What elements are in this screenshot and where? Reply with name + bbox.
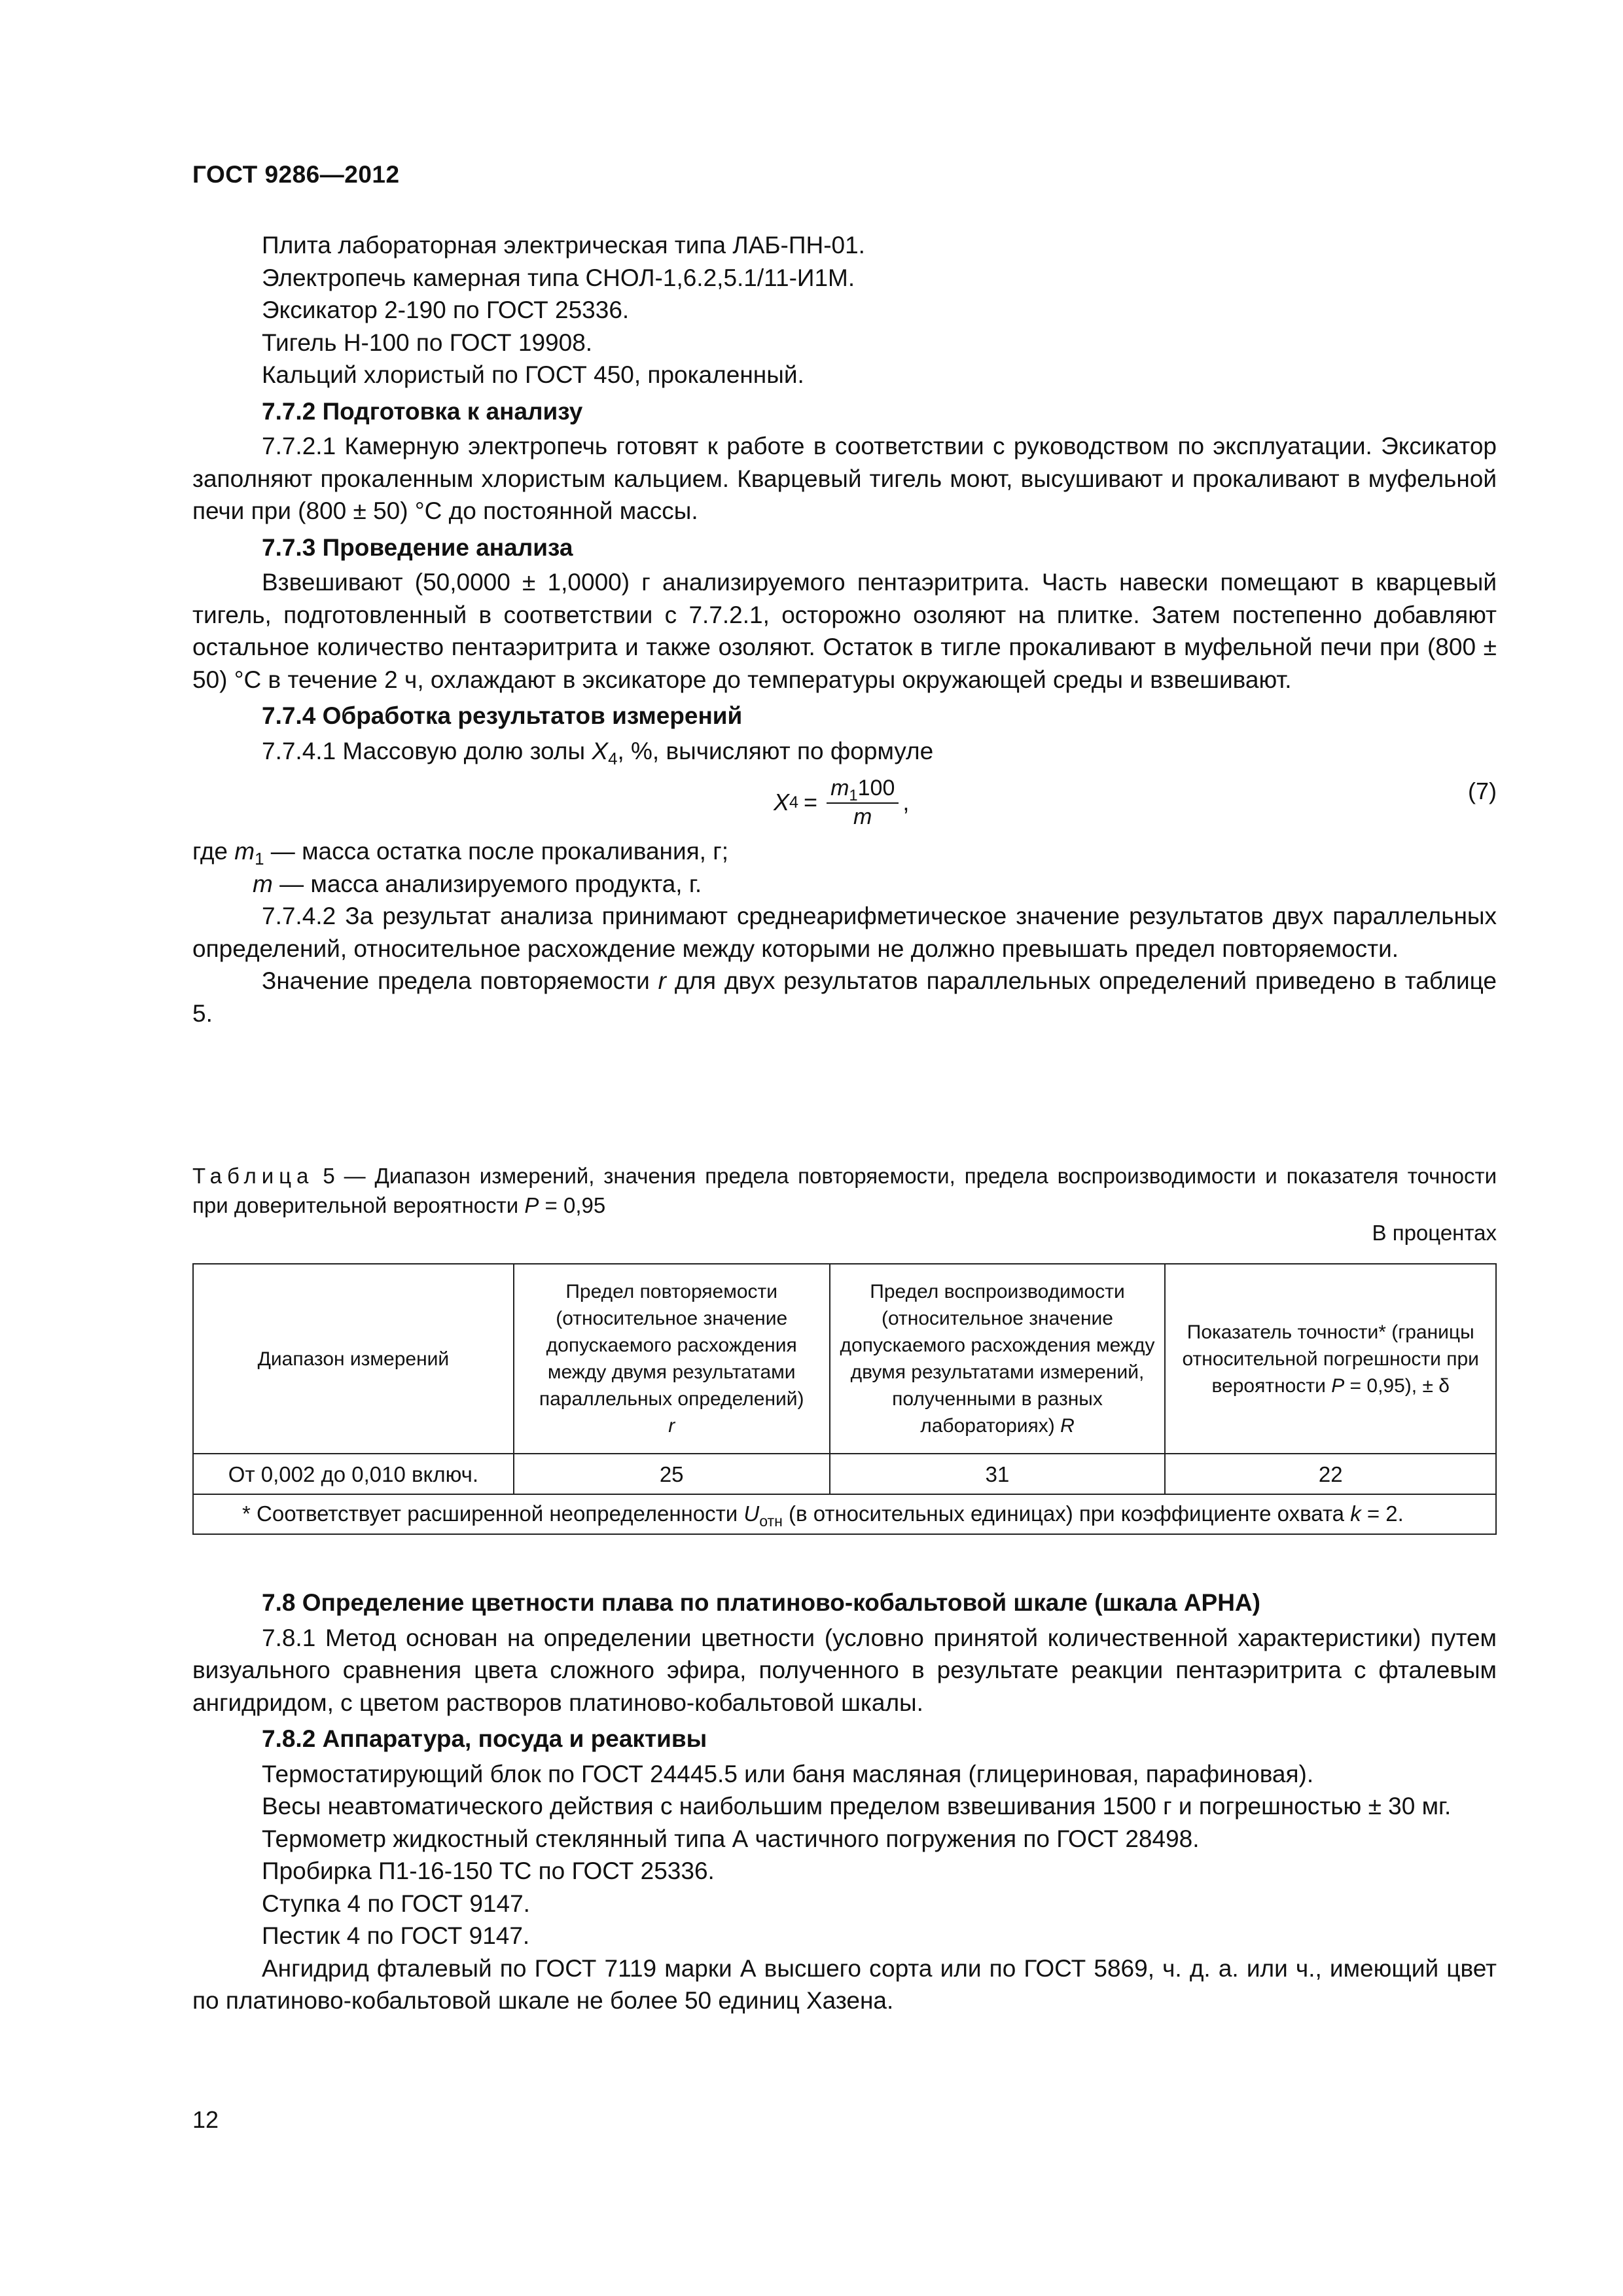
cell-R: 31	[830, 1454, 1166, 1494]
where-m1: где $m_1$ — масса остатка после прокаливания, г;	[192, 838, 729, 869]
heading-7-7-3: 7.7.3 Проведение анализа	[262, 533, 573, 561]
col-header-repeatability: Предел повторяемости (относительное значение допускаемого расхождения между двумя результатами параллельных определений) r	[514, 1264, 830, 1454]
formula-expression: X 4 = $\frac{m_1100}{m}$ ,	[774, 776, 910, 829]
reagent-item: Термометр жидкостный стеклянный типа А частичного погружения по ГОСТ 28498.	[262, 1825, 1200, 1852]
section-7-7-text	[192, 229, 1497, 1030]
reagent-item: Ангидрид фталевый по ГОСТ 7119 марки А высшего сорта или по ГОСТ 5869, ч. д. а. или ч., имеющий цвет по платиново-кобальтовой шкале не более 50 единиц Хазена.	[192, 1954, 1497, 2014]
formula-fraction: $\frac{m_1100}{m}$	[827, 775, 899, 830]
paragraph-7-7-4-1: 7.7.4.1 Массовую долю золы $X_4$, %, вычисляют по формуле	[262, 737, 934, 768]
reagent-item: Весы неавтоматического действия с наибольшим пределом взвешивания 1500 г и погрешностью ± 30 мг.	[262, 1793, 1452, 1820]
reagent-item: Термостатирующий блок по ГОСТ 24445.5 или баня масляная (глицериновая, парафиновая).	[262, 1760, 1314, 1787]
cell-r: 25	[514, 1454, 830, 1494]
cell-delta: 22	[1165, 1454, 1496, 1494]
col-header-range: Диапазон измерений	[193, 1264, 514, 1454]
equipment-item: Электропечь камерная типа СНОЛ-1,6.2,5.1/11-И1М.	[262, 264, 855, 291]
table-footnote: * Соответствует расширенной неопределенности $U_{отн}$ (в относительных единицах) при коэффициенте охвата k = 2.	[193, 1494, 1496, 1534]
col-header-accuracy: Показатель точности* (границы относительной погрешности при вероятности P = 0,95), ± δ	[1165, 1264, 1496, 1454]
equipment-item: Кальций хлористый по ГОСТ 450, прокаленный.	[262, 361, 804, 388]
equipment-item: Эксикатор 2-190 по ГОСТ 25336.	[262, 296, 630, 323]
table-5	[192, 1263, 1497, 1535]
paragraph-7-7-2-1: 7.7.2.1 Камерную электропечь готовят к работе в соответствии с руководством по эксплуатации. Эксикатор заполняют прокаленным хлористым кальцием. Кварцевый тигель моют, высушивают и прокаливают в муфельной печи при (800 ± 50) °С до постоянной массы.	[192, 433, 1497, 524]
paragraph-repeatability: Значение предела повторяемости r для двух результатов параллельных определений приведено в таблице 5.	[192, 967, 1497, 1027]
equipment-item: Плита лабораторная электрическая типа ЛАБ-ПН-01.	[262, 232, 865, 259]
col-header-reproducibility: Предел воспроизводимости (относительное значение допускаемого расхождения между двумя результатами измерений, полученными в разных лабораториях) R	[830, 1264, 1166, 1454]
heading-7-7-2: 7.7.2 Подготовка к анализу	[262, 397, 583, 425]
table-unit: В процентах	[1372, 1221, 1497, 1245]
paragraph-7-8-1: 7.8.1 Метод основан на определении цветности (условно принятой количественной характеристики) путем визуального сравнения цвета сложного эфира, полученного в результате реакции пентаэритрита с фталевым ангидридом, с цветом растворов платиново-кобальтовой шкалы.	[192, 1624, 1497, 1716]
paragraph-7-7-3: Взвешивают (50,0000 ± 1,0000) г анализируемого пентаэритрита. Часть навески помещают в кварцевый тигель, подготовленный в соответствии с 7.7.2.1, осторожно озоляют на плитке. Затем постепенно добавляют остальное количество пентаэритрита и также озоляют. Остаток в тигле прокаливают в муфельной печи при (800 ± 50) °С в течение 2 ч, охлаждают в эксикаторе до температуры окружающей среды и взвешивают.	[192, 569, 1497, 693]
table-row	[193, 1454, 1496, 1494]
equation-number: (7)	[1468, 778, 1497, 804]
section-7-8-text	[192, 1583, 1497, 2017]
heading-7-7-4: 7.7.4 Обработка результатов измерений	[262, 702, 743, 729]
cell-range: От 0,002 до 0,010 включ.	[193, 1454, 514, 1494]
equipment-item: Тигель Н-100 по ГОСТ 19908.	[262, 329, 593, 356]
where-m: m — масса анализируемого продукта, г.	[253, 870, 702, 897]
formula-7	[192, 767, 1497, 835]
heading-7-8: 7.8 Определение цветности плава по платиново-кобальтовой шкале (шкала APHA)	[262, 1589, 1260, 1616]
table-5-caption: Таблица 5 — Диапазон измерений, значения предела повторяемости, предела воспроизводимости и показателя точности при доверительной вероятности P = 0,95	[192, 1164, 1497, 1217]
page-number: 12	[192, 2106, 219, 2133]
heading-7-8-2: 7.8.2 Аппаратура, посуда и реактивы	[262, 1725, 707, 1752]
reagent-item: Ступка 4 по ГОСТ 9147.	[262, 1890, 530, 1917]
reagent-item: Пестик 4 по ГОСТ 9147.	[262, 1922, 530, 1949]
reagent-item: Пробирка П1-16-150 ТС по ГОСТ 25336.	[262, 1857, 715, 1884]
document-header: ГОСТ 9286—2012	[192, 161, 400, 188]
paragraph-7-7-4-2: 7.7.4.2 За результат анализа принимают среднеарифметическое значение результатов двух параллельных определений, относительное расхождение между которыми не должно превышать предел повторяемости.	[192, 903, 1497, 962]
